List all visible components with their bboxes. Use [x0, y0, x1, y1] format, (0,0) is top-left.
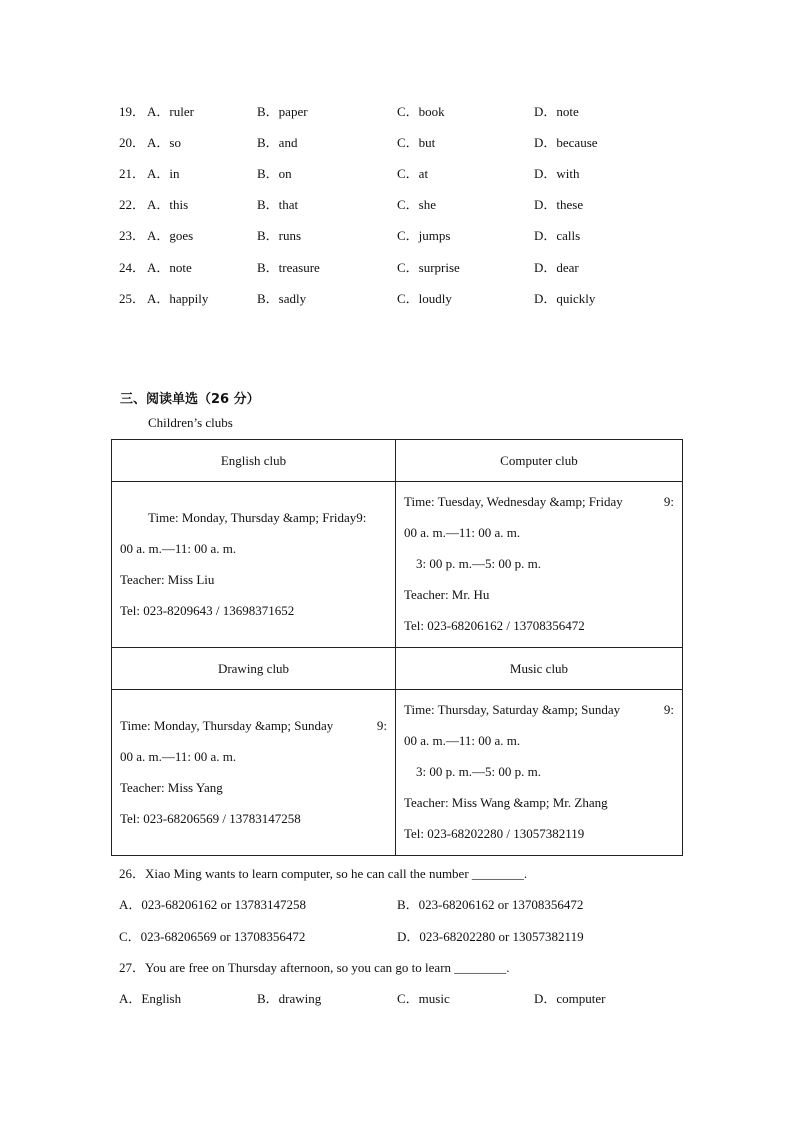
- option-b: B．on: [257, 166, 292, 181]
- question-number: 20．: [119, 135, 146, 150]
- question-26-option-a: A．023-68206162 or 13783147258: [119, 897, 307, 912]
- option-d: D．quickly: [534, 291, 596, 306]
- question-26-option-d: D．023-68202280 or 13057382119: [397, 929, 584, 944]
- option-d: D．because: [534, 135, 598, 150]
- computer-club-header: Computer club: [396, 440, 683, 482]
- english-tel: Tel: 023-8209643 / 13698371652: [120, 603, 295, 618]
- drawing-club-details: [112, 690, 396, 856]
- music-club-header: Music club: [396, 648, 683, 690]
- option-a: A．happily: [147, 291, 209, 306]
- drawing-time-start: 9:: [376, 718, 387, 733]
- question-number: 23．: [119, 228, 146, 243]
- music-time-days: Time: Thursday, Saturday &amp; Sunday: [404, 702, 621, 717]
- question-number: 24．: [119, 260, 146, 275]
- option-d: D．note: [534, 104, 579, 119]
- question-27-stem: 27．You are free on Thursday afternoon, so you can go to learn ________.: [119, 960, 510, 975]
- option-d: D．calls: [534, 228, 581, 243]
- option-b: B．and: [257, 135, 298, 150]
- option-c: C．jumps: [397, 228, 451, 243]
- music-teacher: Teacher: Miss Wang &amp; Mr. Zhang: [404, 795, 608, 810]
- english-time-line1: Time: Monday, Thursday &amp; Friday9:: [148, 510, 367, 525]
- computer-time-line3: 3: 00 p. m.—5: 00 p. m.: [416, 556, 541, 571]
- computer-tel: Tel: 023-68206162 / 13708356472: [404, 618, 585, 633]
- clubs-table: [111, 439, 683, 856]
- drawing-teacher: Teacher: Miss Yang: [120, 780, 223, 795]
- english-time-line2: 00 a. m.—11: 00 a. m.: [120, 541, 237, 556]
- question-27-option-d: D．computer: [534, 991, 606, 1006]
- question-26-option-c: C．023-68206569 or 13708356472: [119, 929, 306, 944]
- option-c: C．book: [397, 104, 445, 119]
- music-time-line2: 00 a. m.—11: 00 a. m.: [404, 733, 521, 748]
- option-a: A．so: [147, 135, 181, 150]
- music-time-line3: 3: 00 p. m.—5: 00 p. m.: [416, 764, 541, 779]
- option-b: B．that: [257, 197, 299, 212]
- question-27-option-c: C．music: [397, 991, 450, 1006]
- option-a: A．note: [147, 260, 192, 275]
- music-tel: Tel: 023-68202280 / 13057382119: [404, 826, 585, 841]
- option-b: B．treasure: [257, 260, 320, 275]
- computer-time-days: Time: Tuesday, Wednesday &amp; Friday: [404, 494, 623, 509]
- option-a: A．goes: [147, 228, 194, 243]
- drawing-time-line1: [120, 716, 387, 747]
- section-title: 三、阅读单选（26 分）: [120, 392, 260, 407]
- drawing-time-line2: 00 a. m.—11: 00 a. m.: [120, 749, 237, 764]
- question-26-option-b: B．023-68206162 or 13708356472: [397, 897, 584, 912]
- option-d: D．dear: [534, 260, 579, 275]
- option-c: C．loudly: [397, 291, 452, 306]
- computer-club-details: [396, 482, 683, 648]
- option-b: B．runs: [257, 228, 302, 243]
- question-27-option-b: B．drawing: [257, 991, 322, 1006]
- music-time-line1: [404, 700, 674, 731]
- option-c: C．at: [397, 166, 429, 181]
- english-teacher: Teacher: Miss Liu: [120, 572, 215, 587]
- question-number: 22．: [119, 197, 146, 212]
- computer-teacher: Teacher: Mr. Hu: [404, 587, 490, 602]
- option-a: A．ruler: [147, 104, 194, 119]
- option-c: C．she: [397, 197, 437, 212]
- english-club-header: English club: [112, 440, 396, 482]
- question-number: 21．: [119, 166, 146, 181]
- option-c: C．surprise: [397, 260, 460, 275]
- option-a: A．this: [147, 197, 189, 212]
- option-b: B．sadly: [257, 291, 307, 306]
- option-a: A．in: [147, 166, 180, 181]
- drawing-tel: Tel: 023-68206569 / 13783147258: [120, 811, 301, 826]
- question-number: 25．: [119, 291, 146, 306]
- drawing-club-header: Drawing club: [112, 648, 396, 690]
- music-club-details: [396, 690, 683, 856]
- passage-title: Children’s clubs: [148, 415, 233, 430]
- music-time-start: 9:: [663, 702, 674, 717]
- question-number: 19．: [119, 104, 146, 119]
- drawing-time-days: Time: Monday, Thursday &amp; Sunday: [120, 718, 334, 733]
- computer-time-line1: [404, 492, 674, 523]
- english-club-details: [112, 482, 396, 648]
- computer-time-start: 9:: [663, 494, 674, 509]
- option-d: D．with: [534, 166, 580, 181]
- question-26-stem: 26．Xiao Ming wants to learn computer, so he can call the number ________.: [119, 866, 528, 881]
- option-c: C．but: [397, 135, 436, 150]
- computer-time-line2: 00 a. m.—11: 00 a. m.: [404, 525, 521, 540]
- option-d: D．these: [534, 197, 584, 212]
- option-b: B．paper: [257, 104, 308, 119]
- question-27-option-a: A．English: [119, 991, 182, 1006]
